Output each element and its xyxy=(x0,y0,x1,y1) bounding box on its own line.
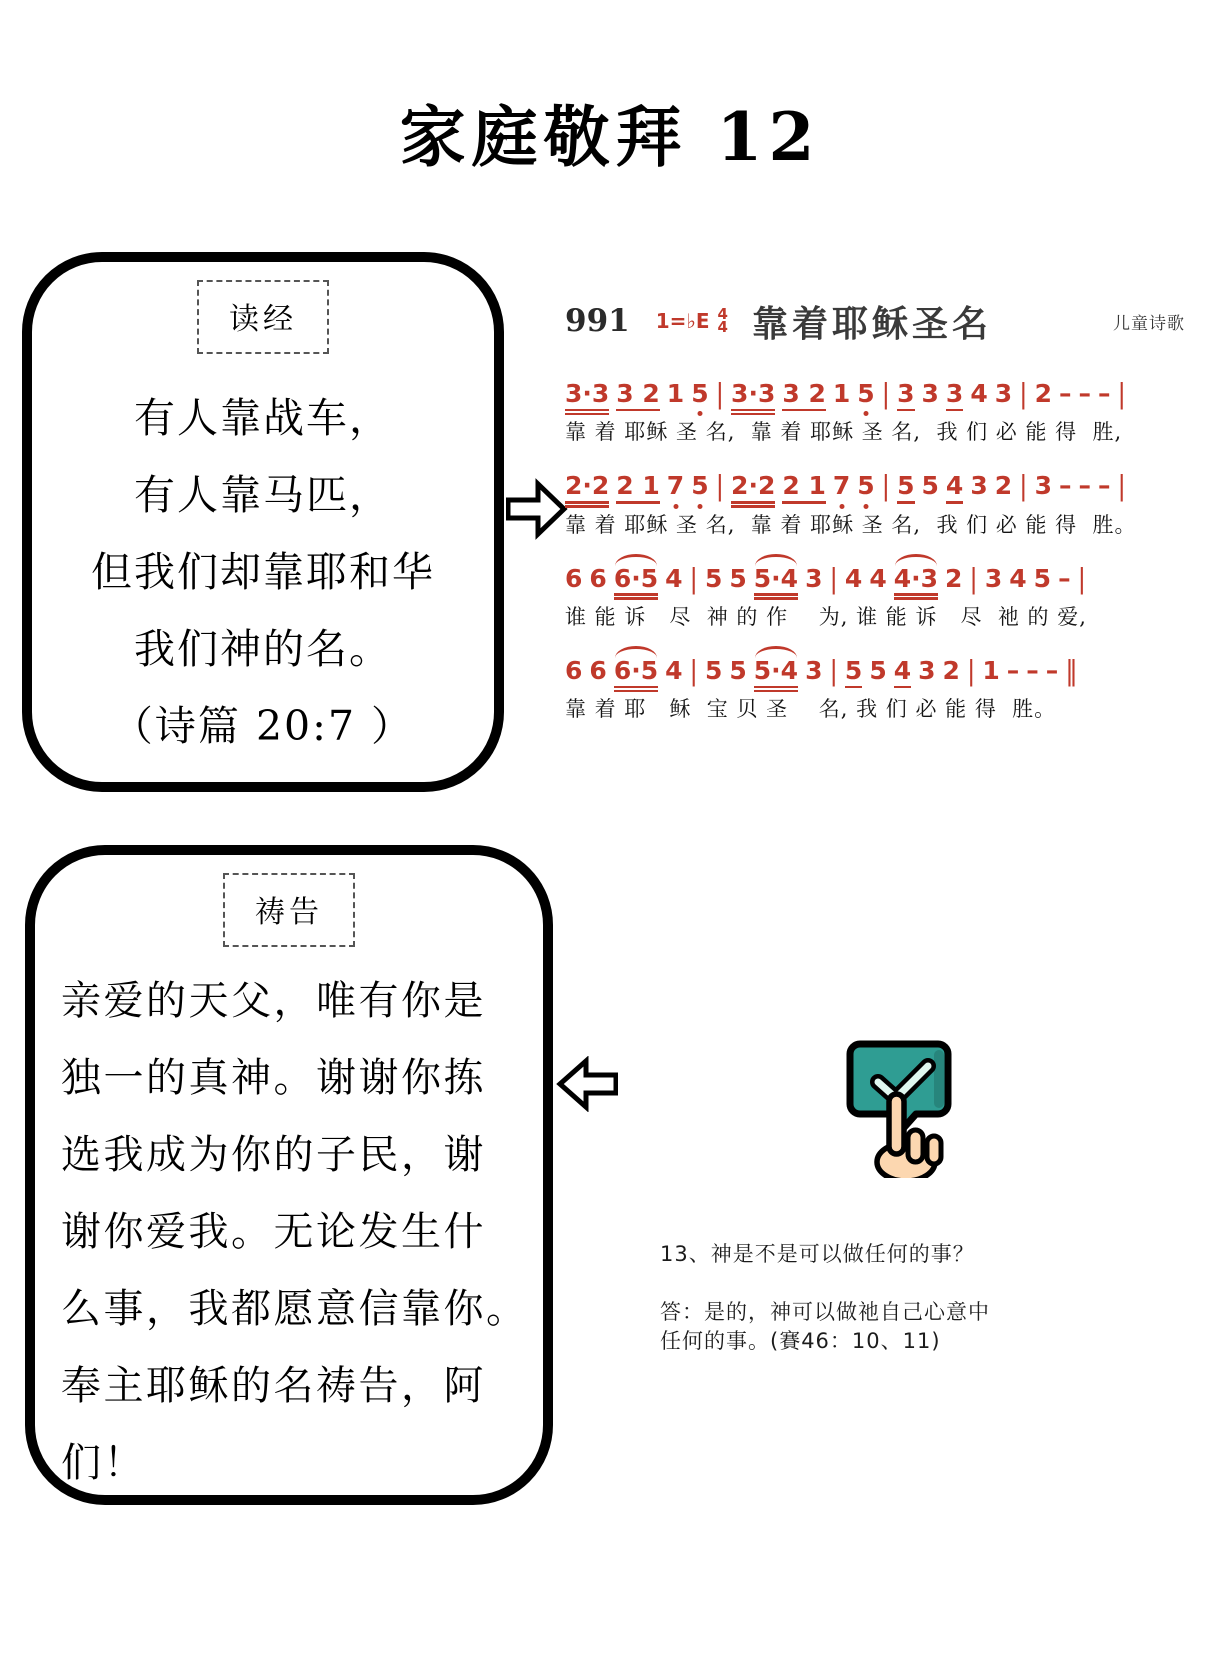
barline: | xyxy=(881,469,891,502)
qa-question: 13、神是不是可以做任何的事？ xyxy=(660,1242,975,1266)
note-token: 5 xyxy=(729,563,747,593)
hymn-title: 靠着耶稣圣名 xyxy=(751,303,992,345)
note-token: 3·3 xyxy=(731,379,776,408)
reading-line: 但我们却靠耶和华 xyxy=(91,548,435,596)
note-token: 5 xyxy=(857,379,875,408)
note-token: 3 xyxy=(984,563,1003,593)
barline: | xyxy=(715,377,725,410)
note-token: 3 xyxy=(897,379,915,408)
note-token: 4 xyxy=(665,655,683,685)
lyrics-row: 靠 着 耶稣 圣 名, 靠 着 耶稣 圣 名, 我 们 必 能 得 胜。 xyxy=(565,512,1137,537)
note-token: 3 xyxy=(1034,471,1052,501)
note-token: 6 xyxy=(565,655,583,685)
note-token: 4 xyxy=(665,563,683,593)
reading-line: 我们神的名。 xyxy=(134,625,392,673)
prayer-line: 们！ xyxy=(61,1440,146,1486)
note-token: 7 xyxy=(666,471,685,501)
note-token: 5 xyxy=(921,471,939,501)
note-token: 4 xyxy=(945,471,964,501)
reading-label: 读经 xyxy=(197,280,329,354)
barline: | xyxy=(715,469,725,502)
note-token: – xyxy=(1045,655,1059,685)
note-token: 6·5 xyxy=(613,563,659,593)
note-token: 5·4 xyxy=(753,655,799,685)
lyrics-row: 靠 着 耶 稣 宝 贝 圣 名, 我 们 必 能 得 胜。 xyxy=(565,697,1057,721)
barline: | xyxy=(1019,469,1028,502)
note-token: 5 xyxy=(869,655,887,685)
note-token: – xyxy=(1078,379,1091,408)
press-button-icon xyxy=(842,1036,956,1182)
note-token: – xyxy=(1006,655,1020,685)
note-token: 5·4 xyxy=(753,563,799,593)
reading-line: 有人靠战车， xyxy=(134,394,392,442)
note-token: – xyxy=(1058,563,1071,593)
qa-answer-line2: 任何的事。(賽46：10、11) xyxy=(660,1329,941,1353)
note-token: 5 xyxy=(1033,563,1052,593)
note-token: 7 xyxy=(832,471,851,501)
hymn-line xyxy=(565,459,1185,538)
notation-row xyxy=(565,367,1185,410)
lyrics-row: 谁 能 诉 尽 神 的 作 为, 谁 能 诉 尽 祂 的 爱, xyxy=(565,604,1087,629)
note-token: 3 2 xyxy=(782,379,826,408)
arrow-right-icon xyxy=(506,476,568,546)
note-token: 1 xyxy=(982,655,1000,685)
prayer-line: 么事，我都愿意信靠你。 xyxy=(61,1286,529,1332)
reading-lines xyxy=(32,380,494,765)
hymn-lines xyxy=(565,367,1185,723)
hymn-line xyxy=(565,367,1185,446)
barline: | xyxy=(966,654,976,687)
barline: | xyxy=(689,561,698,594)
barline: | xyxy=(1117,377,1126,410)
barline: | xyxy=(1117,469,1126,502)
barline: | xyxy=(969,561,978,594)
notation-row xyxy=(565,459,1185,502)
notation-row xyxy=(565,644,1185,687)
hymn-header xyxy=(565,295,1185,347)
note-token: 6 xyxy=(565,563,583,593)
reading-line: 有人靠马匹， xyxy=(134,471,392,519)
note-token: 4 xyxy=(1009,563,1027,593)
prayer-line: 谢你爱我。无论发生什 xyxy=(61,1209,486,1255)
note-token: 3 xyxy=(805,655,823,685)
prayer-line: 独一的真神。谢谢你拣 xyxy=(61,1055,486,1101)
note-token: 2 xyxy=(994,471,1013,501)
lyrics-row: 靠 着 耶稣 圣 名, 靠 着 耶稣 圣 名, 我 们 必 能 得 胜, xyxy=(565,420,1123,445)
barline: | xyxy=(1077,561,1087,594)
note-token: 2 1 xyxy=(616,471,660,501)
note-token: 3 xyxy=(921,379,939,408)
note-token: 6 xyxy=(589,655,607,685)
note-token: 3 xyxy=(970,471,988,501)
note-token: 4 xyxy=(970,379,988,408)
note-token: – xyxy=(1097,379,1111,408)
qa-answer-line1: 答：是的，神可以做祂自己心意中 xyxy=(660,1300,990,1324)
prayer-line: 亲爱的天父，唯有你是 xyxy=(61,978,486,1024)
hymn-key-signature xyxy=(655,305,728,336)
prayer-line: 奉主耶稣的名祷告，阿 xyxy=(61,1363,486,1409)
hymn-line xyxy=(565,644,1185,723)
note-token: 1 xyxy=(832,379,851,408)
note-token: – xyxy=(1097,471,1111,501)
hymn-number: 991 xyxy=(565,303,630,339)
note-token: 3 xyxy=(805,563,823,593)
note-token: 4 xyxy=(893,655,912,685)
note-token: – xyxy=(1058,471,1072,501)
note-token: 5 xyxy=(844,655,863,685)
note-token: 3 2 xyxy=(616,379,660,408)
note-token: 2 xyxy=(1034,379,1052,408)
note-token: 3 xyxy=(994,379,1013,408)
hymn-line xyxy=(565,552,1185,631)
note-token: 3 xyxy=(945,379,964,408)
notation-row xyxy=(565,552,1185,592)
note-token: 3 xyxy=(918,655,936,685)
note-token: 2·2 xyxy=(731,471,776,501)
time-signature xyxy=(717,305,728,336)
key-signature-text: 1=♭E xyxy=(655,309,710,333)
arrow-left-icon xyxy=(556,1056,618,1116)
prayer-box xyxy=(25,845,553,1505)
note-token: 2·2 xyxy=(565,471,610,501)
note-token: 4·3 xyxy=(893,563,939,593)
note-token: 5 xyxy=(729,655,747,685)
scripture-reading-box xyxy=(22,252,504,792)
note-token: 2 xyxy=(945,563,963,593)
note-token: 5 xyxy=(897,471,915,501)
prayer-label: 祷告 xyxy=(223,873,355,947)
hymn-sheet xyxy=(565,295,1185,736)
barline: | xyxy=(829,561,838,594)
note-token: – xyxy=(1026,655,1039,685)
note-token: 5 xyxy=(691,379,709,408)
barline: | xyxy=(881,377,891,410)
qa-section xyxy=(660,1238,1100,1356)
reading-line: （诗篇 20:7 ） xyxy=(111,702,415,750)
note-token: – xyxy=(1078,471,1091,501)
note-token: 2 xyxy=(942,655,960,685)
note-token: 5 xyxy=(857,471,875,501)
prayer-line: 选我成为你的子民，谢 xyxy=(61,1132,486,1178)
time-signature-bottom: 4 xyxy=(717,318,728,336)
note-token: 6 xyxy=(589,563,607,593)
prayer-lines xyxy=(35,963,543,1502)
note-token: 3·3 xyxy=(565,379,610,408)
hymn-category: 儿童诗歌 xyxy=(1113,314,1185,334)
note-token: 5 xyxy=(704,563,723,593)
qa-answer xyxy=(660,1298,1100,1356)
time-signature-top: 4 xyxy=(717,305,728,323)
note-token: 1 xyxy=(666,379,685,408)
note-token: 4 xyxy=(869,563,887,593)
note-token: 5 xyxy=(691,471,709,501)
page-title: 家庭敬拜 12 xyxy=(399,98,821,176)
note-token: 4 xyxy=(844,563,863,593)
barline: ‖ xyxy=(1065,654,1078,687)
note-token: 5 xyxy=(704,655,723,685)
barline: | xyxy=(689,654,698,687)
barline: | xyxy=(1019,377,1028,410)
barline: | xyxy=(829,654,838,687)
note-token: – xyxy=(1058,379,1072,408)
note-token: 2 1 xyxy=(782,471,826,501)
note-token: 6·5 xyxy=(613,655,659,685)
